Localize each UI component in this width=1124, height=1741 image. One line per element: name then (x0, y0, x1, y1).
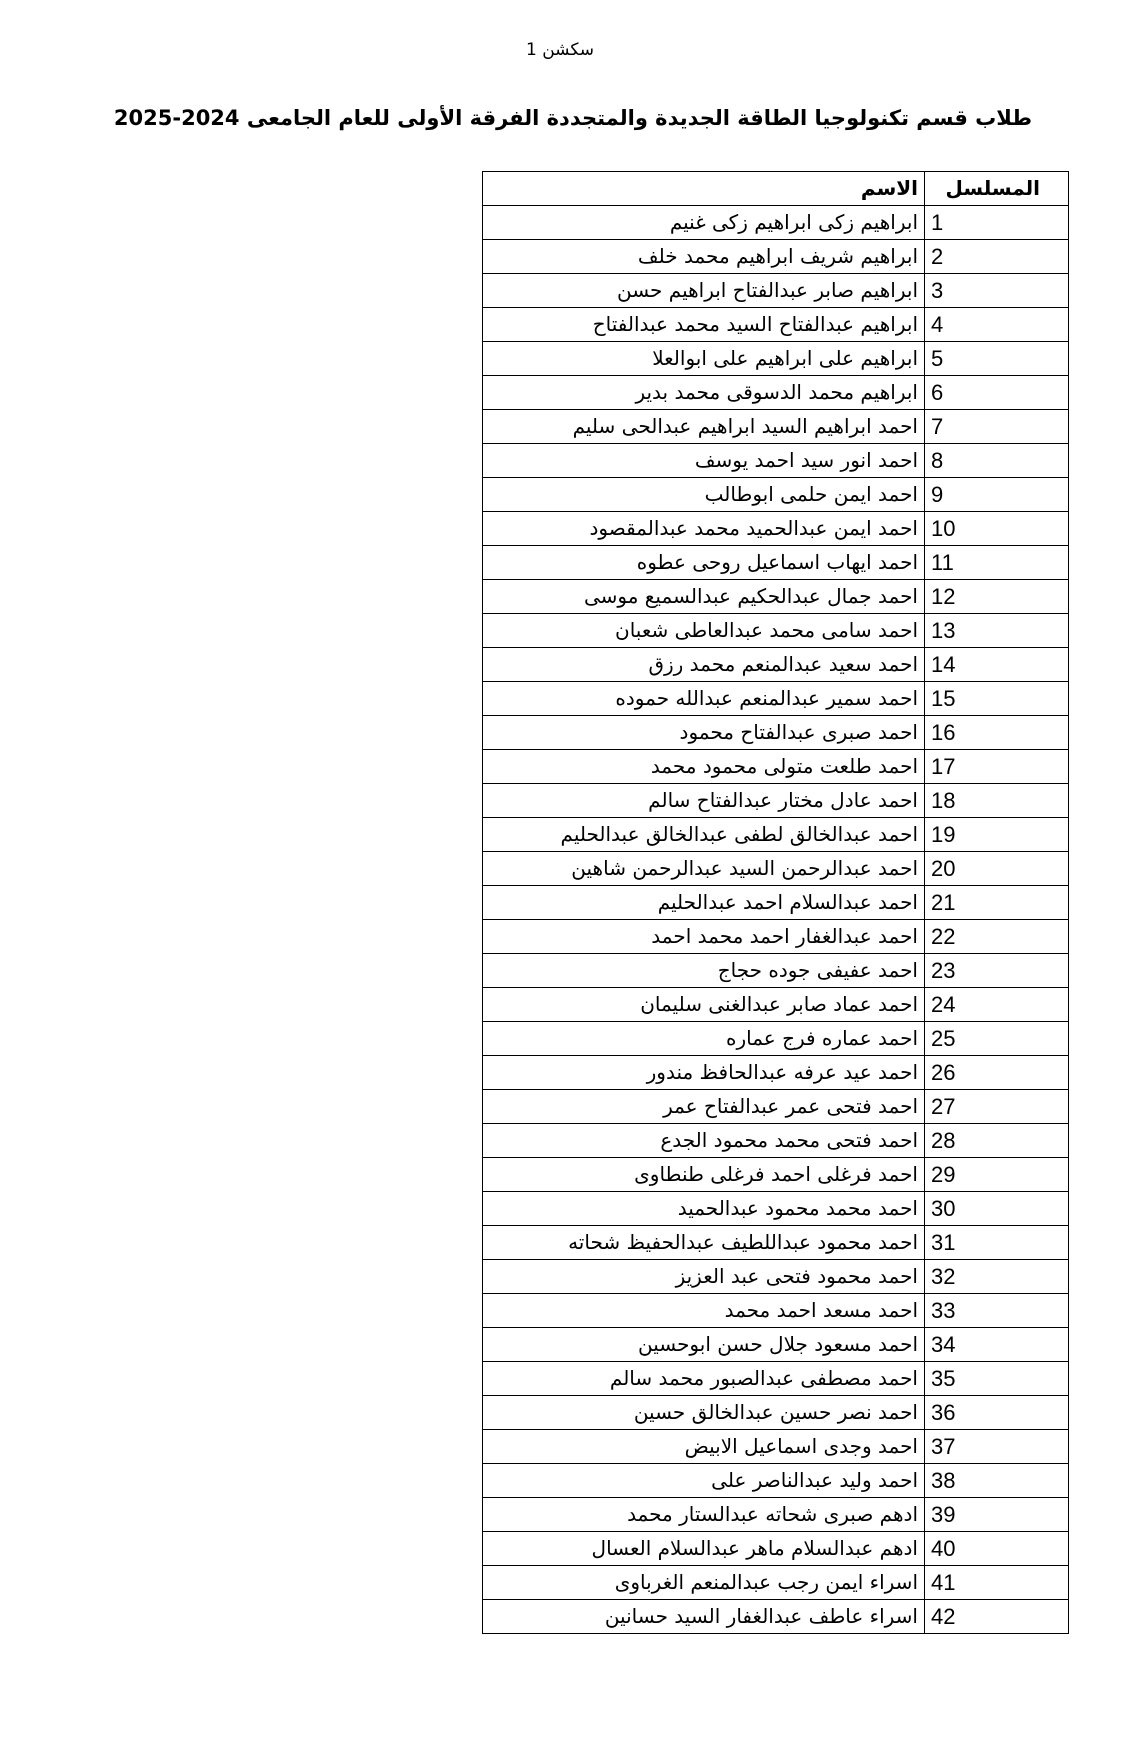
table-row (483, 512, 1069, 546)
students-table (482, 171, 1069, 1634)
table-row (483, 274, 1069, 308)
serial-number-cell: 11 (925, 546, 1069, 580)
student-name-cell: احمد ايمن حلمى ابوطالب (483, 478, 925, 512)
student-name-cell: احمد جمال عبدالحكيم عبدالسميع موسى (483, 580, 925, 614)
serial-number-cell: 30 (925, 1192, 1069, 1226)
table-row (483, 1192, 1069, 1226)
serial-number-cell: 3 (925, 274, 1069, 308)
serial-number-cell: 10 (925, 512, 1069, 546)
serial-number-cell: 15 (925, 682, 1069, 716)
student-name-cell: ابراهيم عبدالفتاح السيد محمد عبدالفتاح (483, 308, 925, 342)
table-row (483, 546, 1069, 580)
serial-number-cell: 12 (925, 580, 1069, 614)
table-row (483, 1056, 1069, 1090)
header-serial: المسلسل (925, 172, 1069, 206)
table-row (483, 1226, 1069, 1260)
student-name-cell: احمد عبدالرحمن السيد عبدالرحمن شاهين (483, 852, 925, 886)
student-name-cell: احمد نصر حسين عبدالخالق حسين (483, 1396, 925, 1430)
student-name-cell: احمد عماد صابر عبدالغنى سليمان (483, 988, 925, 1022)
serial-number-cell: 39 (925, 1498, 1069, 1532)
student-name-cell: احمد عفيفى جوده حجاج (483, 954, 925, 988)
serial-number-cell: 21 (925, 886, 1069, 920)
table-row (483, 580, 1069, 614)
table-row (483, 852, 1069, 886)
student-name-cell: احمد انور سيد احمد يوسف (483, 444, 925, 478)
student-name-cell: ابراهيم على ابراهيم على ابوالعلا (483, 342, 925, 376)
table-row (483, 342, 1069, 376)
student-name-cell: ابراهيم زكى ابراهيم زكى غنيم (483, 206, 925, 240)
serial-number-cell: 27 (925, 1090, 1069, 1124)
student-name-cell: احمد عيد عرفه عبدالحافظ مندور (483, 1056, 925, 1090)
table-row (483, 784, 1069, 818)
serial-number-cell: 34 (925, 1328, 1069, 1362)
table-row (483, 954, 1069, 988)
student-name-cell: اسراء ايمن رجب عبدالمنعم الغرباوى (483, 1566, 925, 1600)
table-row (483, 1260, 1069, 1294)
student-name-cell: احمد عبدالخالق لطفى عبدالخالق عبدالحليم (483, 818, 925, 852)
serial-number-cell: 38 (925, 1464, 1069, 1498)
serial-number-cell: 36 (925, 1396, 1069, 1430)
student-name-cell: احمد مسعد احمد محمد (483, 1294, 925, 1328)
table-body (483, 206, 1069, 1634)
table-row (483, 1090, 1069, 1124)
table-row (483, 478, 1069, 512)
students-table-container (482, 171, 1068, 1634)
student-name-cell: احمد مسعود جلال حسن ابوحسين (483, 1328, 925, 1362)
student-name-cell: احمد عبدالغفار احمد محمد احمد (483, 920, 925, 954)
student-name-cell: احمد عماره فرج عماره (483, 1022, 925, 1056)
table-row (483, 614, 1069, 648)
serial-number-cell: 24 (925, 988, 1069, 1022)
serial-number-cell: 22 (925, 920, 1069, 954)
student-name-cell: احمد محمد محمود عبدالحميد (483, 1192, 925, 1226)
serial-number-cell: 23 (925, 954, 1069, 988)
table-row (483, 920, 1069, 954)
serial-number-cell: 29 (925, 1158, 1069, 1192)
table-row (483, 376, 1069, 410)
serial-number-cell: 33 (925, 1294, 1069, 1328)
table-row (483, 240, 1069, 274)
table-row (483, 1124, 1069, 1158)
table-row (483, 444, 1069, 478)
serial-number-cell: 31 (925, 1226, 1069, 1260)
serial-number-cell: 41 (925, 1566, 1069, 1600)
student-name-cell: احمد مصطفى عبدالصبور محمد سالم (483, 1362, 925, 1396)
student-name-cell: احمد ابراهيم السيد ابراهيم عبدالحى سليم (483, 410, 925, 444)
table-row (483, 1532, 1069, 1566)
serial-number-cell: 40 (925, 1532, 1069, 1566)
student-name-cell: احمد وليد عبدالناصر على (483, 1464, 925, 1498)
serial-number-cell: 19 (925, 818, 1069, 852)
student-name-cell: احمد عبدالسلام احمد عبدالحليم (483, 886, 925, 920)
table-row (483, 1464, 1069, 1498)
table-row (483, 648, 1069, 682)
serial-number-cell: 20 (925, 852, 1069, 886)
student-name-cell: ابراهيم محمد الدسوقى محمد بدير (483, 376, 925, 410)
student-name-cell: احمد طلعت متولى محمود محمد (483, 750, 925, 784)
table-row (483, 1396, 1069, 1430)
student-name-cell: احمد سمير عبدالمنعم عبدالله حموده (483, 682, 925, 716)
serial-number-cell: 13 (925, 614, 1069, 648)
student-name-cell: احمد سعيد عبدالمنعم محمد رزق (483, 648, 925, 682)
table-row (483, 750, 1069, 784)
student-name-cell: احمد فتحى محمد محمود الجدع (483, 1124, 925, 1158)
serial-number-cell: 37 (925, 1430, 1069, 1464)
header-name: الاسم (483, 172, 925, 206)
student-name-cell: احمد ايهاب اسماعيل روحى عطوه (483, 546, 925, 580)
serial-number-cell: 32 (925, 1260, 1069, 1294)
student-name-cell: احمد عادل مختار عبدالفتاح سالم (483, 784, 925, 818)
table-row (483, 1294, 1069, 1328)
serial-number-cell: 25 (925, 1022, 1069, 1056)
table-row (483, 410, 1069, 444)
serial-number-cell: 8 (925, 444, 1069, 478)
serial-number-cell: 6 (925, 376, 1069, 410)
serial-number-cell: 4 (925, 308, 1069, 342)
student-name-cell: احمد فتحى عمر عبدالفتاح عمر (483, 1090, 925, 1124)
table-row (483, 1362, 1069, 1396)
serial-number-cell: 18 (925, 784, 1069, 818)
table-row (483, 1498, 1069, 1532)
student-name-cell: ابراهيم صابر عبدالفتاح ابراهيم حسن (483, 274, 925, 308)
serial-number-cell: 42 (925, 1600, 1069, 1634)
student-name-cell: ادهم صبرى شحاته عبدالستار محمد (483, 1498, 925, 1532)
table-row (483, 716, 1069, 750)
serial-number-cell: 7 (925, 410, 1069, 444)
serial-number-cell: 35 (925, 1362, 1069, 1396)
table-row (483, 818, 1069, 852)
table-header-row (483, 172, 1069, 206)
table-row (483, 1430, 1069, 1464)
serial-number-cell: 9 (925, 478, 1069, 512)
document-title: طلاب قسم تكنولوجيا الطاقة الجديدة والمتجددة الفرقة الأولى للعام الجامعى 2024-2025 (113, 106, 1032, 130)
student-name-cell: احمد ايمن عبدالحميد محمد عبدالمقصود (483, 512, 925, 546)
student-name-cell: ادهم عبدالسلام ماهر عبدالسلام العسال (483, 1532, 925, 1566)
serial-number-cell: 17 (925, 750, 1069, 784)
student-name-cell: احمد صبرى عبدالفتاح محمود (483, 716, 925, 750)
student-name-cell: ابراهيم شريف ابراهيم محمد خلف (483, 240, 925, 274)
table-row (483, 1158, 1069, 1192)
student-name-cell: احمد فرغلى احمد فرغلى طنطاوى (483, 1158, 925, 1192)
table-row (483, 1600, 1069, 1634)
student-name-cell: احمد سامى محمد عبدالعاطى شعبان (483, 614, 925, 648)
serial-number-cell: 14 (925, 648, 1069, 682)
table-row (483, 206, 1069, 240)
serial-number-cell: 16 (925, 716, 1069, 750)
serial-number-cell: 28 (925, 1124, 1069, 1158)
student-name-cell: احمد محمود عبداللطيف عبدالحفيظ شحاته (483, 1226, 925, 1260)
student-name-cell: احمد وجدى اسماعيل الابيض (483, 1430, 925, 1464)
table-row (483, 988, 1069, 1022)
serial-number-cell: 2 (925, 240, 1069, 274)
table-row (483, 682, 1069, 716)
section-label: سكشن 1 (526, 40, 594, 60)
table-row (483, 886, 1069, 920)
table-row (483, 308, 1069, 342)
table-row (483, 1566, 1069, 1600)
table-row (483, 1022, 1069, 1056)
serial-number-cell: 1 (925, 206, 1069, 240)
table-row (483, 1328, 1069, 1362)
serial-number-cell: 26 (925, 1056, 1069, 1090)
student-name-cell: اسراء عاطف عبدالغفار السيد حسانين (483, 1600, 925, 1634)
serial-number-cell: 5 (925, 342, 1069, 376)
student-name-cell: احمد محمود فتحى عبد العزيز (483, 1260, 925, 1294)
